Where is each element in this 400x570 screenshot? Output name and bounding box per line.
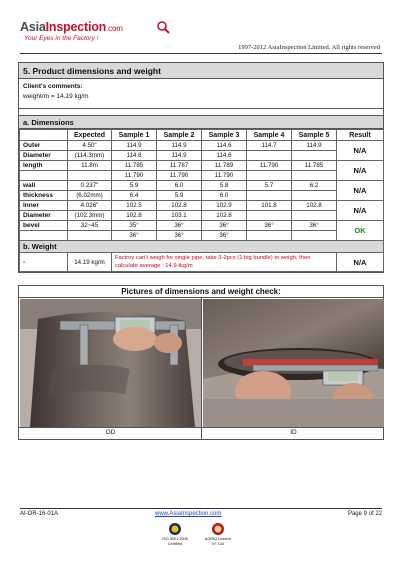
header-divider xyxy=(20,53,382,54)
col-header: Sample 3 xyxy=(202,130,247,141)
sample-value: 6.2 xyxy=(292,181,337,191)
sample-value: 114.7 xyxy=(247,141,292,151)
sample-value: 102.8 xyxy=(292,201,337,211)
dimension-label: Inner xyxy=(20,201,68,211)
sample-value: 5.9 xyxy=(157,191,202,201)
sample-value xyxy=(247,151,292,161)
dimension-label: wall xyxy=(20,181,68,191)
sample-value: 36° xyxy=(292,221,337,231)
sample-value: 5.7 xyxy=(247,181,292,191)
col-header: Expected xyxy=(68,130,112,141)
dimension-row xyxy=(20,151,384,161)
dimension-label: Outer xyxy=(20,141,68,151)
sample-value: 36° xyxy=(157,231,202,241)
expected-value: 4.026" xyxy=(68,201,112,211)
sample-value: 35° xyxy=(112,221,157,231)
sample-value: 11.789 xyxy=(202,161,247,171)
result-cell: N/A xyxy=(337,201,384,221)
sample-value: 102.8 xyxy=(202,211,247,221)
weight-label: - xyxy=(20,253,68,272)
sample-value: 11.785 xyxy=(112,161,157,171)
sample-value xyxy=(292,191,337,201)
dimensions-body xyxy=(20,141,384,241)
dimensions-table xyxy=(19,129,384,272)
sample-value: 102.9 xyxy=(202,201,247,211)
id-caption: ID xyxy=(290,429,297,436)
dimension-row xyxy=(20,171,384,181)
result-cell: OK xyxy=(337,221,384,241)
agrq-seal-icon xyxy=(211,522,225,536)
sample-value: 103.1 xyxy=(157,211,202,221)
iso-certification-badge xyxy=(155,522,195,547)
dimensions-header-row xyxy=(20,130,384,141)
dimension-row xyxy=(20,221,384,231)
sample-value: 102.5 xyxy=(112,201,157,211)
expected-value: 0.237" xyxy=(68,181,112,191)
agrq-line: N° 134 xyxy=(212,542,224,546)
sample-value: 36° xyxy=(112,231,157,241)
document-id: AI-OR-16-01A xyxy=(20,511,59,517)
sample-value: 114.9 xyxy=(157,151,202,161)
sample-value xyxy=(292,231,337,241)
dimension-label: thickness xyxy=(20,191,68,201)
col-header: Sample 1 xyxy=(112,130,157,141)
sample-value xyxy=(247,191,292,201)
result-cell: N/A xyxy=(337,141,384,161)
sample-value: 11.787 xyxy=(157,161,202,171)
sample-value: 114.6 xyxy=(202,141,247,151)
weight-row xyxy=(20,253,384,272)
sample-value: 6.4 xyxy=(112,191,157,201)
dimension-label xyxy=(20,231,68,241)
sample-value: 102.8 xyxy=(112,211,157,221)
expected-value xyxy=(68,231,112,241)
sample-value: 6.0 xyxy=(202,191,247,201)
logo-part2: Inspection xyxy=(45,20,107,34)
sample-value: 11.790 xyxy=(157,171,202,181)
weight-note-line: calculate average : 14.9-tkg/m xyxy=(115,263,193,269)
dimension-row xyxy=(20,141,384,151)
id-measurement-photo xyxy=(203,299,384,427)
iso-seal-icon xyxy=(168,522,182,536)
caption-divider xyxy=(19,427,383,428)
sample-value: 114.9 xyxy=(292,141,337,151)
dimensions-subtitle: a. Dimensions xyxy=(19,116,383,129)
dimension-label: Diameter xyxy=(20,211,68,221)
client-comments xyxy=(19,79,383,109)
pictures-title: Pictures of dimensions and weight check: xyxy=(19,286,383,298)
dimension-row xyxy=(20,201,384,211)
sample-value: 11.790 xyxy=(112,171,157,181)
expected-value: (6.02mm) xyxy=(68,191,112,201)
agrq-line: AGRIQ Licence xyxy=(204,537,232,541)
footer-divider xyxy=(20,508,382,509)
spacer-row xyxy=(19,109,383,116)
page-header xyxy=(20,20,382,54)
result-cell: N/A xyxy=(337,161,384,181)
sample-value: 101.8 xyxy=(247,201,292,211)
sample-value xyxy=(247,231,292,241)
sample-value xyxy=(292,171,337,181)
result-cell: N/A xyxy=(337,181,384,201)
logo-part1: Asia xyxy=(20,20,46,34)
section-title: 5. Product dimensions and weight xyxy=(19,63,383,79)
iso-line: ISO 9001:2008 xyxy=(162,537,188,541)
logo-tagline: Your Eyes in the Factory ! xyxy=(24,35,99,42)
expected-value: 32~45 xyxy=(68,221,112,231)
sample-value xyxy=(247,211,292,221)
od-caption: OD xyxy=(105,429,116,436)
col-header: Result xyxy=(337,130,384,141)
expected-value: (102.3mm) xyxy=(68,211,112,221)
dimension-row xyxy=(20,231,384,241)
dimension-row xyxy=(20,211,384,221)
company-logo xyxy=(20,20,123,34)
expected-value: 11.8m xyxy=(68,161,112,171)
dimension-label: length xyxy=(20,161,68,171)
sample-value: 36° xyxy=(202,231,247,241)
sample-value: 5.9 xyxy=(112,181,157,191)
sample-value: 102.8 xyxy=(157,201,202,211)
dimensions-section xyxy=(18,62,384,273)
col-header: Sample 4 xyxy=(247,130,292,141)
dimension-row xyxy=(20,181,384,191)
logo-suffix: .com xyxy=(106,24,123,33)
col-header: Sample 2 xyxy=(157,130,202,141)
dimension-label: bevel xyxy=(20,221,68,231)
agrq-licence-badge xyxy=(198,522,238,547)
weight-expected: 14.19 kg/m xyxy=(68,253,112,272)
page-number: Page 9 of 22 xyxy=(347,511,382,517)
dimension-row xyxy=(20,161,384,171)
sample-value: 114.6 xyxy=(202,151,247,161)
sample-value: 11.790 xyxy=(247,161,292,171)
sample-value: 114.9 xyxy=(112,141,157,151)
sample-value xyxy=(292,151,337,161)
expected-value: 4.50" xyxy=(68,141,112,151)
client-comment-text: weight/m = 14.19 kg/m xyxy=(23,93,89,100)
sample-value: 5.8 xyxy=(202,181,247,191)
iso-line: Certified xyxy=(167,542,183,546)
dimension-row xyxy=(20,191,384,201)
sample-value: 11.790 xyxy=(202,171,247,181)
sample-value xyxy=(292,211,337,221)
col-header xyxy=(20,130,68,141)
sample-value: 36° xyxy=(157,221,202,231)
col-header: Sample 5 xyxy=(292,130,337,141)
sample-value: 36° xyxy=(247,221,292,231)
sample-value: 11.785 xyxy=(292,161,337,171)
expected-value xyxy=(68,171,112,181)
copyright-text: 1997-2012 AsiaInspection Limited. All rights reserved xyxy=(238,44,380,51)
sample-value xyxy=(247,171,292,181)
weight-result: N/A xyxy=(337,253,384,272)
magnifier-icon xyxy=(156,20,170,34)
dimension-label xyxy=(20,171,68,181)
pictures-divider xyxy=(201,298,202,439)
pictures-section xyxy=(18,285,384,440)
website-link[interactable]: www.AsiaInspection.com xyxy=(155,511,222,517)
expected-value: (114.3mm) xyxy=(68,151,112,161)
weight-note xyxy=(112,253,337,272)
sample-value: 114.8 xyxy=(112,151,157,161)
sample-value: 6.0 xyxy=(157,181,202,191)
sample-value: 36° xyxy=(202,221,247,231)
client-comments-label: Client's comments: xyxy=(23,83,83,90)
weight-subtitle: b. Weight xyxy=(20,241,384,253)
dimension-label: Diameter xyxy=(20,151,68,161)
od-measurement-photo xyxy=(20,299,201,427)
sample-value: 114.9 xyxy=(157,141,202,151)
weight-note-line: Factory can't weigh for single pipe, take 3-2pcs (1 big bundle) to weigh, then xyxy=(115,255,311,261)
